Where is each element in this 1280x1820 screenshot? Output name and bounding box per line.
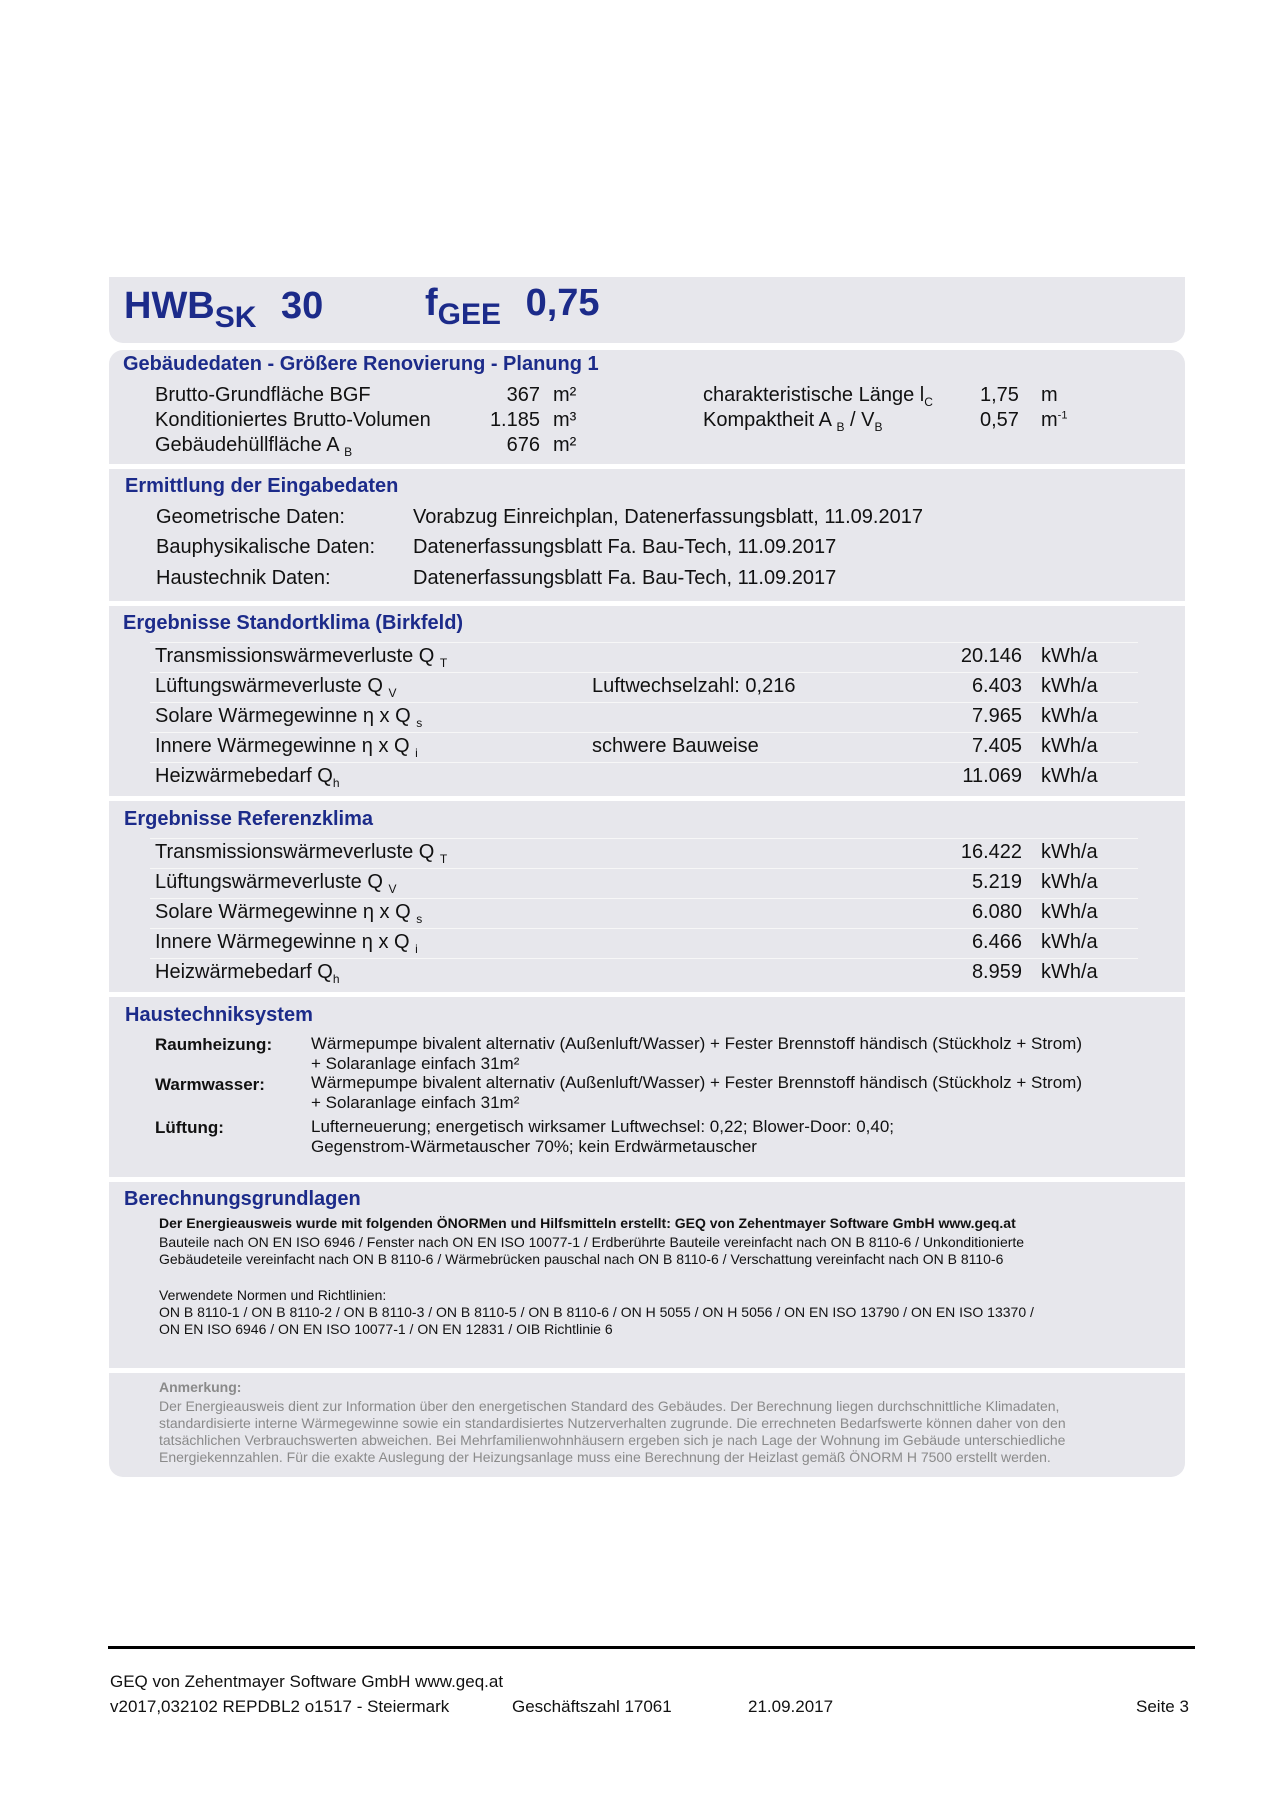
section-title-haustechnik: Haustechniksystem	[125, 1004, 313, 1026]
table-row-unit: kWh/a	[1041, 705, 1098, 727]
kompaktheit-label: Kompaktheit A $_B / V_B$	[703, 409, 883, 434]
haustechnik-value: Lufterneuerung; energetisch wirksamer Luftwechsel: 0,22; Blower-Door: 0,40;	[311, 1117, 895, 1136]
section-title-berechnung: Berechnungsgrundlagen	[124, 1188, 361, 1210]
table-row-value: 8.959	[971, 961, 1022, 983]
section-title-referenzklima: Ergebnisse Referenzklima	[124, 808, 373, 830]
table-row-label: Heizwärmebedarf $Q_h$	[155, 765, 340, 790]
table-row-label: Heizwärmebedarf $Q_h$	[155, 961, 340, 986]
fgee-subscript: GEE	[437, 298, 502, 331]
table-row-label: Innere Wärmegewinne η x Q $_i$	[155, 931, 418, 956]
row-divider	[150, 928, 1138, 929]
table-row-unit: kWh/a	[1041, 735, 1098, 757]
table-row-label: Transmissionswärmeverluste Q $_T$	[155, 841, 448, 866]
section-divider	[109, 1368, 1185, 1373]
table-row-value: 5.219	[971, 871, 1022, 893]
table-row-unit: kWh/a	[1041, 961, 1098, 983]
eingabe-label: Geometrische Daten:	[156, 506, 345, 528]
section-title-gebaeudedaten: Gebäudedaten - Größere Renovierung - Planung 1	[123, 353, 599, 375]
footer-version: v2017,032102 REPDBL2 o1517 - Steiermark	[110, 1697, 450, 1716]
table-row-value: 6.080	[971, 901, 1022, 923]
row-divider	[150, 672, 1138, 673]
volume-unit: m³	[553, 409, 577, 431]
table-row-unit: kWh/a	[1041, 841, 1098, 863]
row-divider	[150, 732, 1138, 733]
bgf-value: 367	[506, 384, 540, 406]
table-row-note: schwere Bauweise	[592, 735, 759, 757]
berechnung-intro: Der Energieausweis wurde mit folgenden ÖNORMen und Hilfsmitteln erstellt: GEQ von Zehentmayer Software GmbH www.geq.at	[159, 1215, 1016, 1231]
haustechnik-label: Warmwasser:	[155, 1075, 265, 1094]
table-row-unit: kWh/a	[1041, 675, 1098, 697]
section-divider	[109, 601, 1185, 606]
table-row-unit: kWh/a	[1041, 645, 1098, 667]
bgf-unit: m²	[553, 384, 577, 406]
row-divider	[150, 958, 1138, 959]
section-divider	[109, 992, 1185, 997]
normen-line: ON B 8110-1 / ON B 8110-2 / ON B 8110-3 / ON B 8110-5 / ON B 8110-6 / ON H 5055 / ON H 5056 / ON EN ISO 13790 / ON EN ISO 13370 /	[159, 1304, 1034, 1320]
footer-rule	[108, 1646, 1195, 1649]
berechnung-line: Bauteile nach ON EN ISO 6946 / Fenster nach ON EN ISO 10077-1 / Erdberührte Bauteile vereinfacht nach ON B 8110-6 / Unkonditionierte	[159, 1234, 1025, 1250]
footer-geschaeftszahl: Geschäftszahl 17061	[512, 1697, 672, 1716]
table-row-value: 7.405	[971, 735, 1022, 757]
section-divider	[109, 1177, 1185, 1182]
row-divider	[150, 762, 1138, 763]
berechnung-line: Gebäudeteile vereinfacht nach ON B 8110-6 / Wärmebrücken pauschal nach ON B 8110-6 / Verschattung vereinfacht nach ON B 8110-6	[159, 1251, 1004, 1267]
fgee-value: 0,75	[525, 282, 600, 324]
char-laenge-value: 1,75	[980, 384, 1019, 406]
table-row-label: Lüftungswärmeverluste Q $_V$	[155, 675, 397, 700]
row-divider	[150, 898, 1138, 899]
section-title-eingabedaten: Ermittlung der Eingabedaten	[125, 475, 399, 497]
row-divider	[150, 868, 1138, 869]
table-row-value: 6.403	[971, 675, 1022, 697]
eingabe-label: Haustechnik Daten:	[156, 567, 331, 589]
huellflaeche-unit: m²	[553, 434, 577, 456]
haustechnik-value: + Solaranlage einfach 31m²	[311, 1054, 520, 1073]
anmerkung-line: Energiekennzahlen. Für die exakte Auslegung der Heizungsanlage muss eine Berechnung der Heizlast gemäß ÖNORM H 7500 erstellt werden.	[159, 1449, 1051, 1465]
table-row-value: 6.466	[971, 931, 1022, 953]
table-row-unit: kWh/a	[1041, 901, 1098, 923]
anmerkung-line: tatsächlichen Verbrauchswerten abweichen. Bei Mehrfamilienwohnhäusern ergeben sich je nach Lage der Wohnung im Gebäude unterschiedliche	[159, 1432, 1066, 1448]
anmerkung-line: standardisierte interne Wärmegewinne sowie ein standardisiertes Nutzerverhalten zugrunde. Die errechneten Bedarfswerte können daher von den	[159, 1415, 1066, 1431]
haustechnik-value: Wärmepumpe bivalent alternativ (Außenluft/Wasser) + Fester Brennstoff händisch (Stückholz + Strom)	[311, 1073, 1082, 1092]
table-row-value: 7.965	[971, 705, 1022, 727]
huellflaeche-value: 676	[506, 434, 540, 456]
huellflaeche-label: Gebäudehüllfläche A $_B$	[155, 434, 353, 459]
anmerkung-line: Der Energieausweis dient zur Information über den energetischen Standard des Gebäudes. Der Berechnung liegen durchschnittliche Klimadaten,	[159, 1398, 1060, 1414]
hwb-indicator	[124, 285, 324, 334]
kompaktheit-unit: $m^{-1}$	[1041, 409, 1068, 431]
haustechnik-value: + Solaranlage einfach 31m²	[311, 1093, 520, 1112]
eingabe-value: Vorabzug Einreichplan, Datenerfassungsblatt, 11.09.2017	[413, 506, 923, 528]
hwb-subscript: SK	[214, 301, 257, 334]
table-row-unit: kWh/a	[1041, 931, 1098, 953]
section-divider	[109, 464, 1185, 469]
table-row-label: Innere Wärmegewinne η x Q $_i$	[155, 735, 418, 760]
row-divider	[150, 702, 1138, 703]
eingabe-value: Datenerfassungsblatt Fa. Bau-Tech, 11.09.2017	[413, 567, 837, 589]
table-row-label: Lüftungswärmeverluste Q $_V$	[155, 871, 397, 896]
fgee-label: f	[425, 282, 438, 324]
table-row-value: 16.422	[960, 841, 1022, 863]
table-row-value: 11.069	[962, 765, 1022, 787]
table-row-label: Solare Wärmegewinne η x Q $_s$	[155, 705, 423, 730]
table-row-unit: kWh/a	[1041, 871, 1098, 893]
hwb-label: HWB	[124, 285, 215, 327]
anmerkung-title: Anmerkung:	[159, 1379, 242, 1395]
volume-value: 1.185	[489, 409, 540, 431]
haustechnik-value: Wärmepumpe bivalent alternativ (Außenluft/Wasser) + Fester Brennstoff händisch (Stückholz + Strom)	[311, 1034, 1082, 1053]
section-title-standortklima: Ergebnisse Standortklima (Birkfeld)	[123, 612, 464, 634]
footer-date: 21.09.2017	[748, 1697, 834, 1716]
kompaktheit-value: 0,57	[980, 409, 1019, 431]
row-divider	[150, 642, 1138, 643]
eingabe-label: Bauphysikalische Daten:	[156, 536, 376, 558]
footer-page-number: Seite 3	[1136, 1697, 1189, 1716]
table-row-note: Luftwechselzahl: 0,216	[592, 675, 796, 697]
normen-line: ON EN ISO 6946 / ON EN ISO 10077-1 / ON EN 12831 / OIB Richtlinie 6	[159, 1321, 613, 1337]
haustechnik-label: Raumheizung:	[155, 1035, 273, 1054]
table-row-unit: kWh/a	[1041, 765, 1098, 787]
row-divider	[150, 838, 1138, 839]
hwb-value: 30	[281, 285, 324, 327]
fgee-indicator	[425, 282, 600, 331]
footer-company: GEQ von Zehentmayer Software GmbH www.geq.at	[110, 1672, 504, 1691]
table-row-label: Transmissionswärmeverluste Q $_T$	[155, 645, 448, 670]
char-laenge-unit: m	[1041, 384, 1058, 406]
normen-title: Verwendete Normen und Richtlinien:	[159, 1287, 387, 1303]
haustechnik-value: Gegenstrom-Wärmetauscher 70%; kein Erdwärmetauscher	[311, 1137, 757, 1156]
table-row-value: 20.146	[960, 645, 1022, 667]
section-divider	[109, 796, 1185, 801]
eingabe-value: Datenerfassungsblatt Fa. Bau-Tech, 11.09.2017	[413, 536, 837, 558]
table-row-label: Solare Wärmegewinne η x Q $_s$	[155, 901, 423, 926]
char-laenge-label: charakteristische Länge $l_C$	[703, 384, 933, 409]
haustechnik-label: Lüftung:	[155, 1118, 224, 1137]
bgf-label: Brutto-Grundfläche BGF	[155, 384, 371, 406]
volume-label: Konditioniertes Brutto-Volumen	[155, 409, 431, 431]
